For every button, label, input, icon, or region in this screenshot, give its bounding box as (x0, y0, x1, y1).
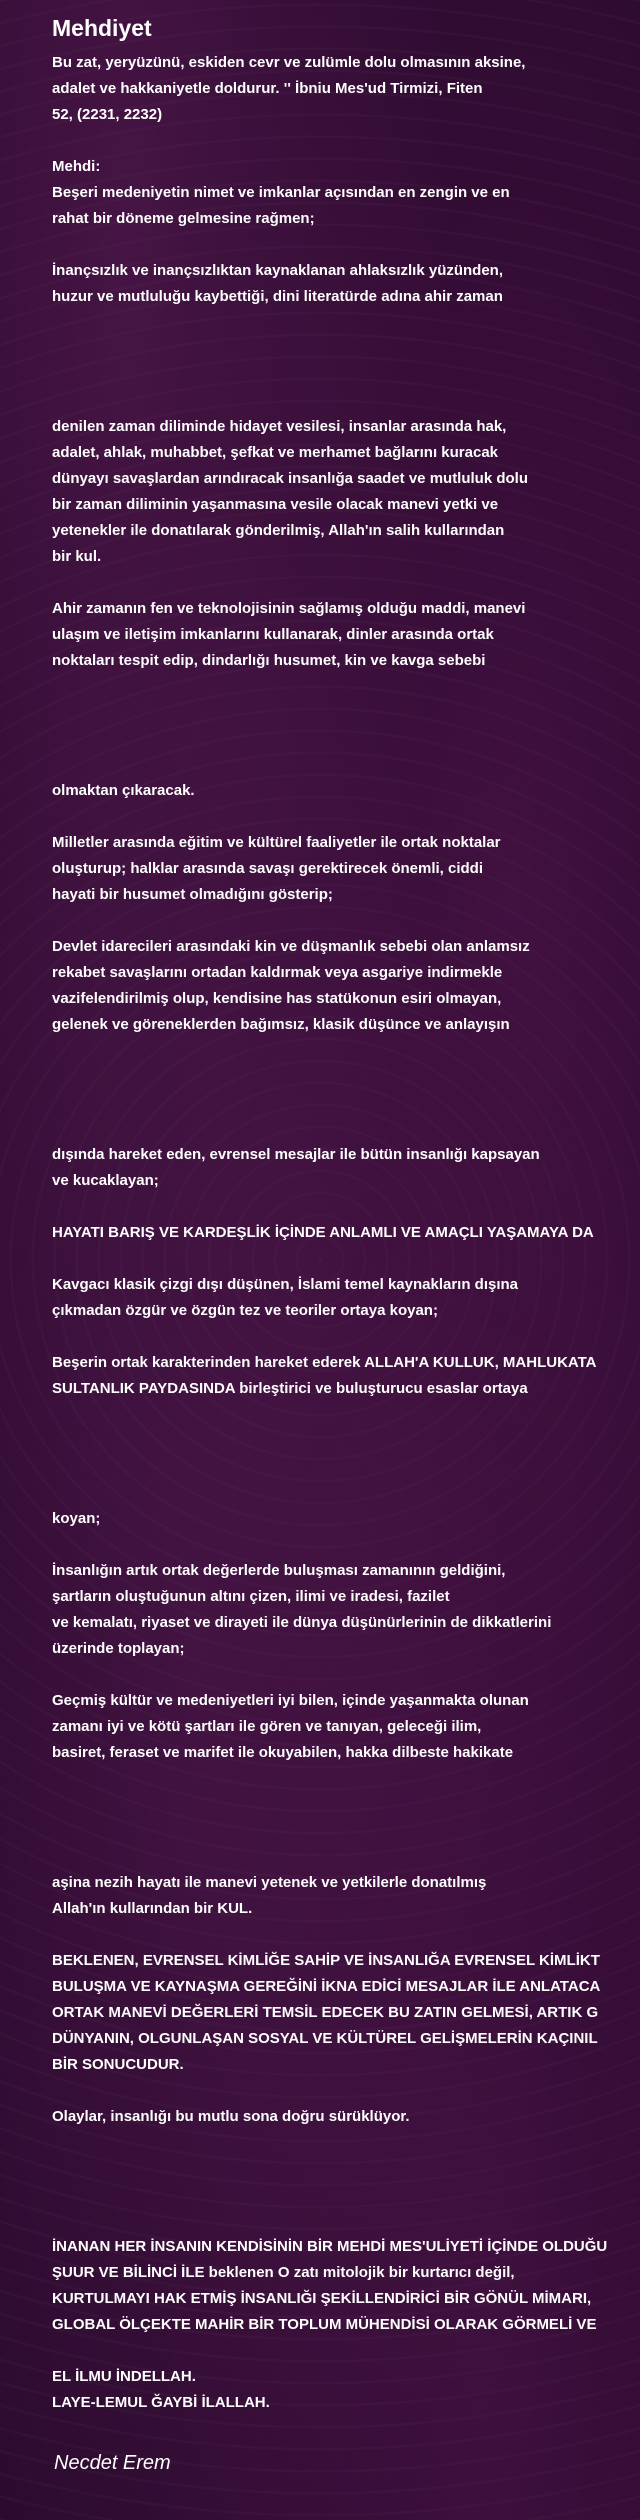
poem-line: Devlet idarecileri arasındaki kin ve düşmanlık sebebi olan anlamsız (52, 938, 530, 955)
blank-line (52, 2130, 640, 2156)
poem-line: ulaşım ve iletişim imkanlarını kullanarak, dinler arasında ortak (52, 626, 494, 643)
poem-line: GLOBAL ÖLÇEKTE MAHİR BİR TOPLUM MÜHENDİSİ OLARAK GÖRMELİ VE (52, 2316, 597, 2333)
poem-line: vazifelendirilmiş olup, kendisine has statükonun esiri olmayan, (52, 990, 502, 1007)
blank-line (52, 1246, 640, 1272)
blank-line (52, 1090, 640, 1116)
poem-line: DÜNYANIN, OLGUNLAŞAN SOSYAL VE KÜLTÜREL GELİŞMELERİN KAÇINIL (52, 2030, 598, 2047)
blank-line (52, 1428, 640, 1454)
poem-line: Kavgacı klasik çizgi dışı düşünen, İslami temel kaynakların dışına (52, 1276, 519, 1293)
poem-line: dışında hareket eden, evrensel mesajlar ile bütün insanlığı kapsayan (52, 1146, 540, 1163)
poem-line: ve kucaklayan; (52, 1172, 159, 1189)
poem-line: KURTULMAYI HAK ETMİŞ İNSANLIĞI ŞEKİLLENDİRİCİ BİR GÖNÜL MİMARI, (52, 2290, 592, 2307)
blank-line (52, 804, 640, 830)
poem-line: LAYE-LEMUL ĞAYBİ İLALLAH. (52, 2394, 270, 2411)
poem-line: Bu zat, yeryüzünü, eskiden cevr ve zulümle dolu olmasının aksine, (52, 54, 526, 71)
poem-line: Mehdi: (52, 158, 101, 175)
poem-line: olmaktan çıkaracak. (52, 782, 195, 799)
poem-line: SULTANLIK PAYDASINDA birleştirici ve buluşturucu esaslar ortaya (52, 1380, 528, 1397)
blank-line (52, 232, 640, 258)
poem-line: 52, (2231, 2232) (52, 106, 163, 123)
blank-line (52, 1532, 640, 1558)
blank-line (52, 1844, 640, 1870)
blank-line (52, 362, 640, 388)
blank-line (52, 1662, 640, 1688)
blank-line (52, 1922, 640, 1948)
poem-line: BEKLENEN, EVRENSEL KİMLİĞE SAHİP VE İNSANLIĞA EVRENSEL KİMLİKT (52, 1952, 600, 1969)
poem-line: gelenek ve göreneklerden bağımsız, klasik düşünce ve anlayışın (52, 1016, 510, 1033)
poem-line: ŞUUR VE BİLİNCİ İLE beklenen O zatı mitolojik bir kurtarıcı değil, (52, 2264, 515, 2281)
poem-line: Milletler arasında eğitim ve kültürel faaliyetler ile ortak noktalar (52, 834, 501, 851)
poem-line: basiret, feraset ve marifet ile okuyabilen, hakka dilbeste hakikate (52, 1744, 514, 1761)
blank-line (52, 1454, 640, 1480)
blank-line (52, 1064, 640, 1090)
poem-line: Beşerin ortak karakterinden hareket ederek ALLAH'A KULLUK, MAHLUKATA (52, 1354, 597, 1371)
poem-line: noktaları tespit edip, dindarlığı husumet, kin ve kavga sebebi (52, 652, 486, 669)
blank-line (52, 726, 640, 752)
poem-line: BİR SONUCUDUR. (52, 2056, 184, 2073)
blank-line (52, 2338, 640, 2364)
poem-line: Geçmiş kültür ve medeniyetleri iyi bilen, içinde yaşanmakta olunan (52, 1692, 529, 1709)
blank-line (52, 1402, 640, 1428)
poem-line: zamanı iyi ve kötü şartları ile gören ve tanıyan, geleceği ilim, (52, 1718, 482, 1735)
blank-line (52, 2182, 640, 2208)
blank-line (52, 336, 640, 362)
poem-line: bir kul. (52, 548, 102, 565)
poem-line: Olaylar, insanlığı bu mutlu sona doğru sürüklüyor. (52, 2108, 410, 2125)
poem-line: adalet ve hakkaniyetle doldurur. '' İbniu Mes'ud Tirmizi, Fiten (52, 80, 483, 97)
poem-body (52, 50, 640, 2416)
poem-line: HAYATI BARIŞ VE KARDEŞLİK İÇİNDE ANLAMLI VE AMAÇLI YAŞAMAYA DA (52, 1224, 594, 1241)
blank-line (52, 1116, 640, 1142)
poem-line: Ahir zamanın fen ve teknolojisinin sağlamış olduğu maddi, manevi (52, 600, 526, 617)
blank-line (52, 2156, 640, 2182)
poem-line: aşina nezih hayatı ile manevi yetenek ve yetkilerle donatılmış (52, 1874, 487, 1891)
blank-line (52, 388, 640, 414)
poem-line: çıkmadan özgür ve özgün tez ve teoriler ortaya koyan; (52, 1302, 438, 1319)
poem-line: ORTAK MANEVİ DEĞERLERİ TEMSİL EDECEK BU ZATIN GELMESİ, ARTIK G (52, 2004, 599, 2021)
poem-line: yetenekler ile donatılarak gönderilmiş, Allah'ın salih kullarından (52, 522, 505, 539)
poem-line: dünyayı savaşlardan arındıracak insanlığa saadet ve mutluluk dolu (52, 470, 529, 487)
blank-line (52, 700, 640, 726)
poem-line: rahat bir döneme gelmesine rağmen; (52, 210, 315, 227)
blank-line (52, 674, 640, 700)
blank-line (52, 310, 640, 336)
poem-line: huzur ve mutluluğu kaybettiği, dini literatürde adına ahir zaman (52, 288, 503, 305)
blank-line (52, 2078, 640, 2104)
poem-line: İNANAN HER İNSANIN KENDİSİNİN BİR MEHDİ MES'ULİYETİ İÇİNDE OLDUĞU (52, 2238, 608, 2255)
poem-line: Beşeri medeniyetin nimet ve imkanlar açısından en zengin ve en (52, 184, 510, 201)
poem-line: adalet, ahlak, muhabbet, şefkat ve merhamet bağlarını kuracak (52, 444, 499, 461)
blank-line (52, 752, 640, 778)
poem-line: oluşturup; halklar arasında savaşı gerektirecek önemli, ciddi (52, 860, 484, 877)
poem-title: Mehdiyet (52, 15, 152, 41)
blank-line (52, 1038, 640, 1064)
poem-line: şartların oluştuğunun altını çizen, ilimi ve iradesi, fazilet (52, 1588, 450, 1605)
poem-line: hayati bir husumet olmadığını gösterip; (52, 886, 333, 903)
poem-line: rekabet savaşlarını ortadan kaldırmak veya asgariye indirmekle (52, 964, 503, 981)
blank-line (52, 128, 640, 154)
poem-line: Allah'ın kullarından bir KUL. (52, 1900, 253, 1917)
poem-line: İnsanlığın artık ortak değerlerde buluşması zamanının geldiğini, (52, 1562, 506, 1579)
blank-line (52, 908, 640, 934)
blank-line (52, 1766, 640, 1792)
author-name: Necdet Erem (54, 2452, 171, 2474)
poem-line: EL İLMU İNDELLAH. (52, 2368, 196, 2385)
blank-line (52, 570, 640, 596)
blank-line (52, 1324, 640, 1350)
poem-line: ve kemalatı, riyaset ve dirayeti ile dünya düşünürlerinin de dikkatlerini (52, 1614, 552, 1631)
poem-line: denilen zaman diliminde hidayet vesilesi, insanlar arasında hak, (52, 418, 507, 435)
blank-line (52, 2208, 640, 2234)
poem-line: BULUŞMA VE KAYNAŞMA GEREĞİNİ İKNA EDİCİ MESAJLAR İLE ANLATACA (52, 1978, 601, 1995)
blank-line (52, 1480, 640, 1506)
poem-line: koyan; (52, 1510, 101, 1527)
blank-line (52, 1792, 640, 1818)
poem-line: bir zaman diliminin yaşanmasına vesile olacak manevi yetki ve (52, 496, 499, 513)
poem-line: İnançsızlık ve inançsızlıktan kaynaklanan ahlaksızlık yüzünden, (52, 262, 504, 279)
poem-line: üzerinde toplayan; (52, 1640, 185, 1657)
blank-line (52, 1818, 640, 1844)
blank-line (52, 1194, 640, 1220)
